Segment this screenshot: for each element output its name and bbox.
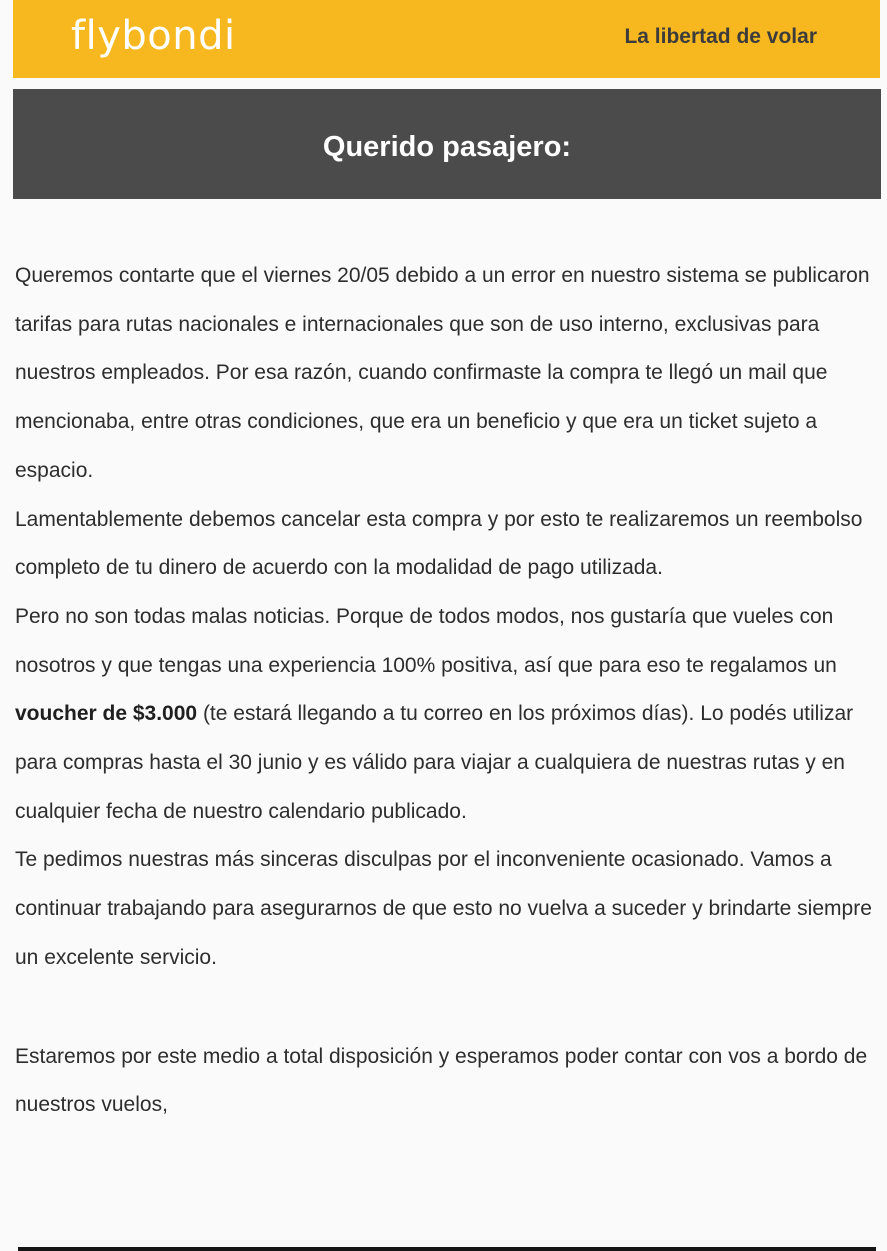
paragraph-spacer	[15, 983, 875, 1033]
email-message-body	[15, 252, 875, 1130]
greeting-title: Querido pasajero:	[322, 130, 572, 163]
bottom-divider	[18, 1247, 876, 1251]
greeting-banner	[13, 89, 881, 199]
voucher-intro-text: Pero no son todas malas noticias. Porque de todos modos, nos gustaría que vueles con nosotros y que tengas una experiencia 100% positiva, así que para eso te regalamos un	[15, 604, 837, 677]
brand-header	[13, 0, 880, 78]
voucher-details-text: (te estará llegando a tu correo en los próximos días). Lo podés utilizar para compras hasta el 30 junio y es válido para viajar a cualquiera de nuestras rutas y en cualquier fecha de nuestro calendario publicado.	[15, 702, 854, 823]
flybondi-logo: flybondi	[71, 13, 236, 59]
voucher-amount: voucher de $3.000	[15, 702, 198, 726]
message-paragraph-apology: Te pedimos nuestras más sinceras disculpas por el inconveniente ocasionado. Vamos a continuar trabajando para asegurarnos de que esto no vuelva a suceder y brindarte siempre un excelente servicio.	[15, 848, 872, 969]
message-paragraph-voucher	[15, 593, 875, 837]
message-paragraph-refund: Lamentablemente debemos cancelar esta compra y por esto te realizaremos un reembolso completo de tu dinero de acuerdo con la modalidad de pago utilizada.	[15, 507, 863, 580]
brand-tagline: La libertad de volar	[624, 25, 817, 48]
message-paragraph-closing: Estaremos por este medio a total disposición y esperamos poder contar con vos a bordo de nuestros vuelos,	[15, 1044, 868, 1117]
message-paragraph-error: Queremos contarte que el viernes 20/05 debido a un error en nuestro sistema se publicaron tarifas para rutas nacionales e internacionales que son de uso interno, exclusivas para nuestros empleados. Por esa razón, cuando confirmaste la compra te llegó un mail que mencionaba, entre otras condiciones, que era un beneficio y que era un ticket sujeto a espacio.	[15, 264, 870, 482]
